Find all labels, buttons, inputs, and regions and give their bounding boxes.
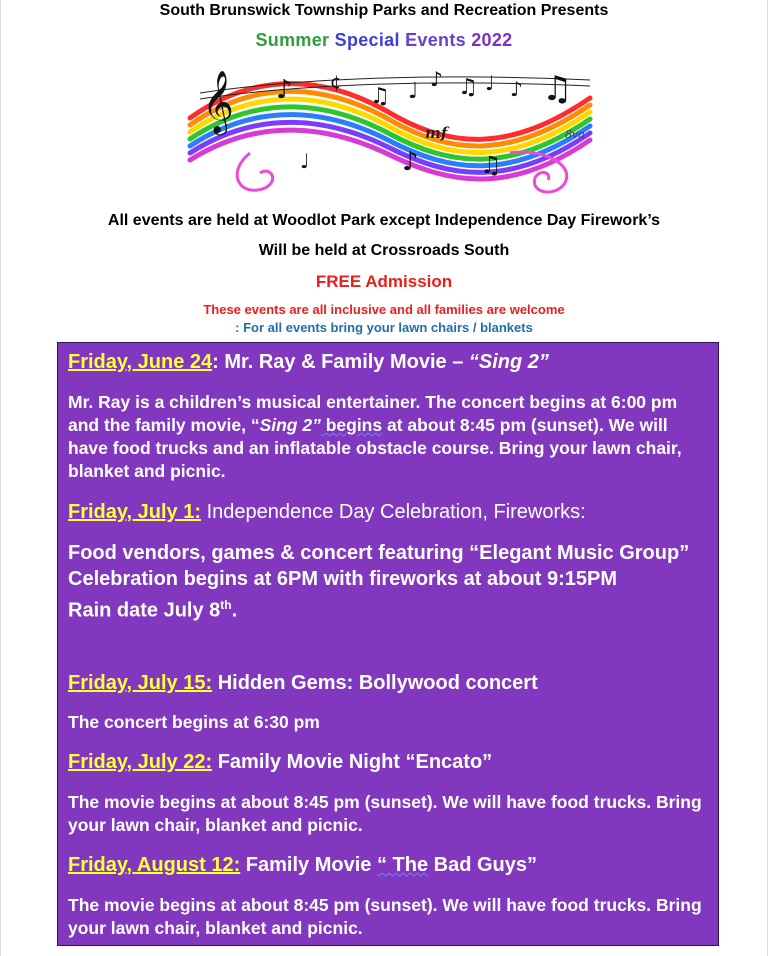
event-2-title: Independence Day Celebration, Fireworks:	[201, 501, 586, 523]
admission-line: FREE Admission	[315, 272, 453, 291]
svg-text:♪: ♪	[276, 75, 293, 105]
dynamic-mark: mf	[425, 124, 448, 142]
rainbow-bands	[190, 84, 590, 179]
event-2-line-2: Celebration begins at 6PM with fireworks at about 9:15PM	[68, 568, 617, 590]
event-5-heading	[68, 854, 537, 877]
treble-clef-icon	[202, 70, 234, 136]
event-1-heading	[68, 351, 549, 374]
svg-text:♪: ♪	[430, 67, 443, 91]
page-border-left	[0, 0, 1, 956]
location-line: All events are held at Woodlot Park except Independence Day Firework’s	[107, 212, 661, 229]
event-5-description: The movie begins at about 8:45 pm (sunset). We will have food trucks. Bring your lawn chair, blanket and picnic.	[68, 895, 702, 938]
title-word-1: Summer	[255, 30, 330, 50]
event-4-heading	[68, 751, 492, 774]
event-4-description: The movie begins at about 8:45 pm (sunset). We will have food trucks. Bring your lawn chair, blanket and picnic.	[68, 792, 702, 835]
inclusive-line: These events are all inclusive and all families are welcome	[203, 302, 565, 317]
tempo-mark: 8va	[565, 128, 585, 141]
event-2-heading	[68, 501, 586, 524]
event-3-date: Friday, July 15:	[68, 672, 213, 694]
event-2-description	[68, 540, 708, 624]
event-2-rain-sup: th	[220, 598, 232, 612]
svg-text:♫: ♫	[480, 151, 502, 179]
event-1-description	[68, 391, 708, 483]
event-5-title-b: Bad Guys”	[428, 854, 538, 876]
event-1-sep: :	[212, 351, 219, 373]
event-1-body-em: Sing 2”	[259, 415, 321, 435]
title-word-4: 2022	[471, 30, 513, 50]
event-1-title-em: “Sing 2”	[468, 351, 549, 373]
event-5-title-a: Family Movie	[240, 854, 377, 876]
svg-text:♩: ♩	[408, 79, 419, 104]
location-line-2: Will be held at Crossroads South	[258, 242, 510, 259]
event-2-date: Friday, July 1:	[68, 501, 202, 523]
presenter-line: South Brunswick Township Parks and Recreation Presents	[159, 2, 609, 19]
svg-text:♫: ♫	[542, 69, 573, 109]
event-5-date: Friday, August 12:	[68, 854, 241, 876]
event-1-body-b: at about 8:45 pm (sunset). We will have food trucks and an inflatable obstacle course. Bring your lawn chair, blanket and picnic.	[68, 415, 682, 481]
svg-text:♪: ♪	[510, 77, 523, 101]
event-2-line-1: Food vendors, games & concert featuring “Elegant Music Group”	[68, 542, 690, 564]
event-3-description: The concert begins at 6:30 pm	[68, 712, 320, 732]
svg-text:♪: ♪	[402, 147, 419, 177]
event-1-body-a: Mr. Ray is a children’s musical entertainer. The concert begins at 6:00 pm and the family movie, “	[68, 392, 678, 435]
event-1-body-squig: begins	[320, 415, 383, 435]
event-1-date: Friday, June 24	[68, 351, 213, 373]
events-panel	[57, 342, 719, 946]
svg-text:♫: ♫	[458, 75, 478, 100]
rainbow-music-banner	[180, 58, 604, 204]
bring-chairs-line: : For all events bring your lawn chairs / blankets	[235, 320, 533, 335]
event-3-title: Hidden Gems: Bollywood concert	[212, 672, 538, 694]
event-3-heading	[68, 672, 538, 695]
title-word-2: Special	[334, 30, 400, 50]
svg-text:¢: ¢	[330, 72, 342, 93]
svg-text:𝄞: 𝄞	[202, 70, 234, 133]
event-title	[0, 30, 768, 51]
event-1-title: Mr. Ray & Family Movie –	[218, 351, 469, 373]
event-5-title-squig: “ The	[376, 854, 429, 876]
event-4-date: Friday, July 22:	[68, 751, 213, 773]
event-4-title: Family Movie Night “Encato”	[212, 751, 493, 773]
svg-text:♩: ♩	[300, 149, 310, 173]
event-2-line-3	[68, 592, 708, 624]
svg-text:♫: ♫	[370, 84, 390, 109]
title-word-3: Events	[405, 30, 466, 50]
svg-text:♩: ♩	[485, 71, 495, 95]
event-2-rain-date: Rain date July 8	[68, 599, 221, 622]
event-2-rain-end: .	[231, 599, 238, 622]
